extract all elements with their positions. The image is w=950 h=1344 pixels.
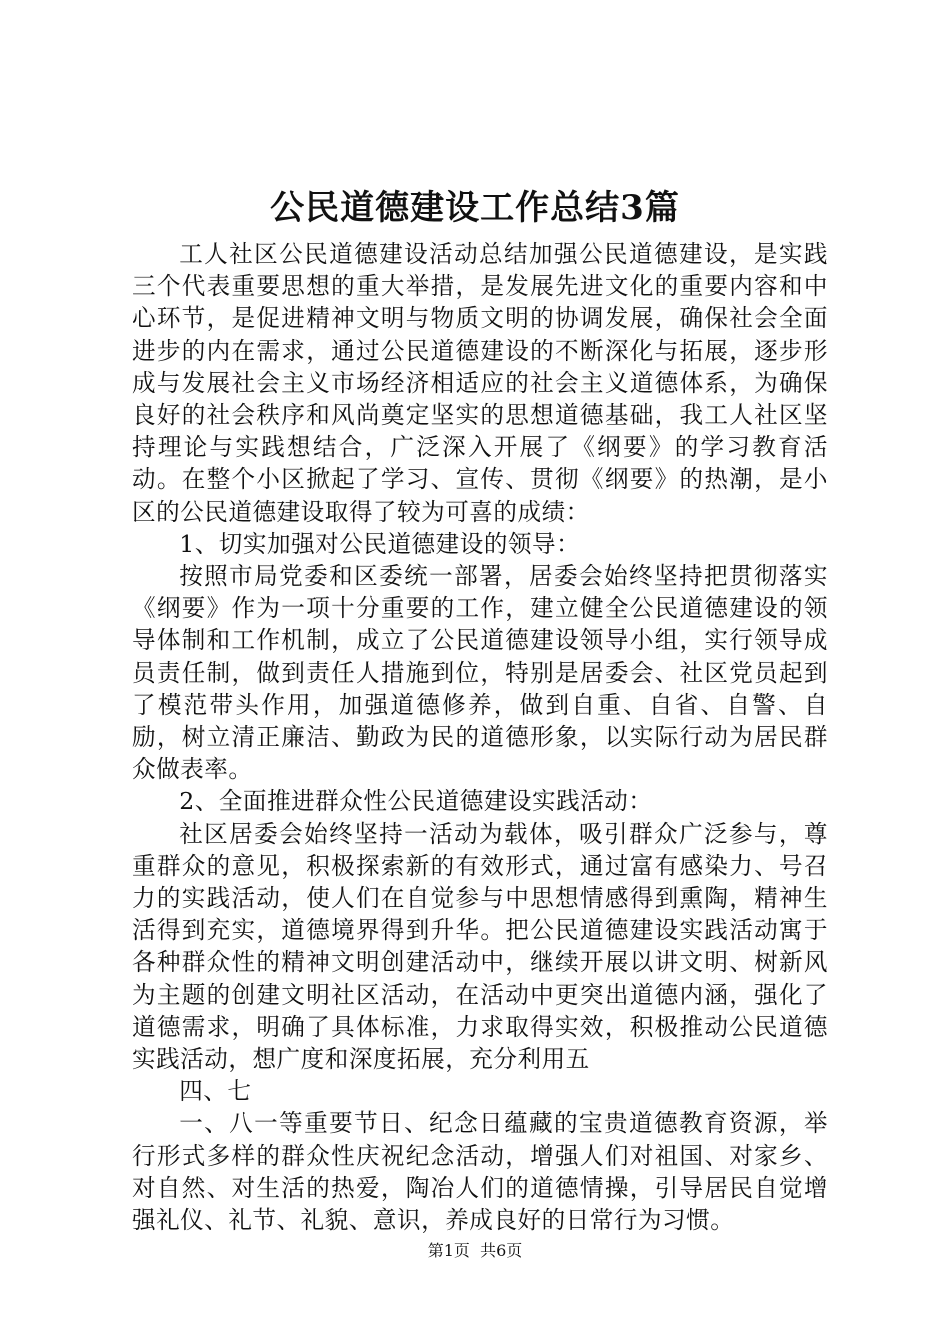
section-heading-2: 2、全面推进群众性公民道德建设实践活动： bbox=[179, 787, 653, 816]
page-footer bbox=[0, 1240, 950, 1262]
document-title: 公民道德建设工作总结3篇 bbox=[270, 188, 680, 228]
page-total: 共6页 bbox=[480, 1241, 523, 1260]
paragraph-intro: 工人社区公民道德建设活动总结加强公民道德建设，是实践三个代表重要思想的重大举措，是发展先进文化的重要内容和中心环节，是促进精神文明与物质文明的协调发展，确保社会全面进步的内在需求，通过公民道德建设的不断深化与拓展，逐步形成与发展社会主义市场经济相适应的社会主义道德体系，为确保良好的社会秩序和风尚奠定坚实的思想道德基础，我工人社区坚持理论与实践想结合，广泛深入开展了《纲要》的学习教育活动。在整个小区掀起了学习、宣传、贯彻《纲要》的热潮，是小区的公民道德建设取得了较为可喜的成绩： bbox=[132, 240, 828, 526]
page-number: 第1页 bbox=[427, 1241, 470, 1260]
paragraph-continuation: 一、八一等重要节日、纪念日蕴藏的宝贵道德教育资源，举行形式多样的群众性庆祝纪念活动，增强人们对祖国、对家乡、对自然、对生活的热爱，陶冶人们的道德情操，引导居民自觉增强礼仪、礼节、礼貌、意识，养成良好的日常行为习惯。 bbox=[132, 1109, 828, 1235]
paragraph-section-1: 按照市局党委和区委统一部署，居委会始终坚持把贯彻落实《纲要》作为一项十分重要的工作，建立健全公民道德建设的领导体制和工作机制，成立了公民道德建设领导小组，实行领导成员责任制，做到责任人措施到位，特别是居委会、社区党员起到了模范带头作用，加强道德修养，做到自重、自省、自警、自励，树立清正廉洁、勤政为民的道德形象，以实际行动为居民群众做表率。 bbox=[132, 562, 828, 784]
section-heading-1: 1、切实加强对公民道德建设的领导： bbox=[179, 529, 581, 558]
document-body bbox=[132, 238, 828, 1236]
paragraph-fragment: 四、七 bbox=[179, 1077, 252, 1106]
paragraph-section-2: 社区居委会始终坚持一活动为载体，吸引群众广泛参与，尊重群众的意见，积极探索新的有效形式，通过富有感染力、号召力的实践活动，使人们在自觉参与中思想情感得到熏陶，精神生活得到充实，道德境界得到升华。把公民道德建设实践活动寓于各种群众性的精神文明创建活动中，继续开展以讲文明、树新风为主题的创建文明社区活动，在活动中更突出道德内涵，强化了道德需求，明确了具体标准，力求取得实效，积极推动公民道德实践活动，想广度和深度拓展，充分利用五 bbox=[132, 819, 828, 1074]
